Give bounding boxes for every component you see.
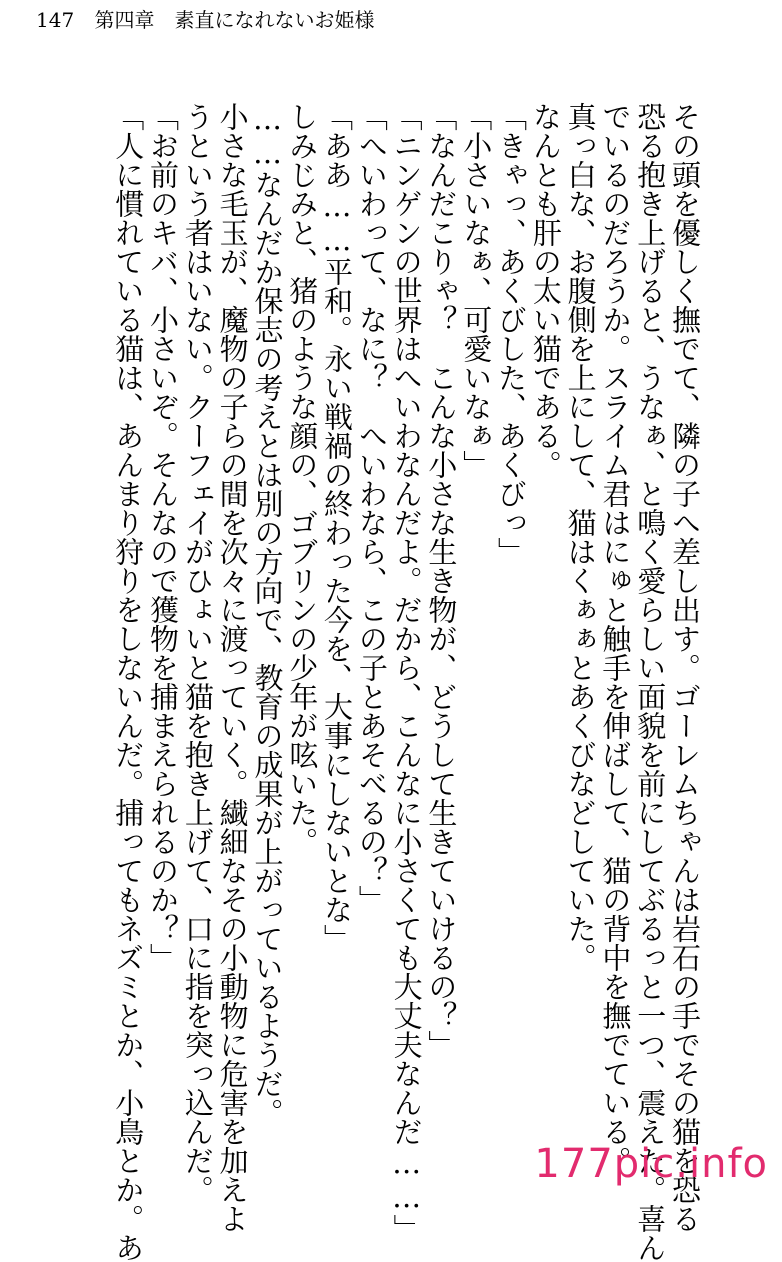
text-line: 真っ白な、お腹側を上にして、猫はくぁぁとあくびなどしていた。: [563, 102, 598, 972]
text-line: でいるのだろうか。スライム君はにゅと触手を伸ばして、猫の背中を撫でている。: [598, 102, 633, 1175]
text-line: 「へいわって、なに？ へいわなら、この子とあそべるの？」: [354, 102, 389, 914]
text-line: 「小さいなぁ、可愛いなぁ」: [459, 102, 494, 479]
text-line: 「きゃっ、あくびした、あくびっ」: [494, 102, 529, 566]
running-head: [36, 6, 375, 34]
text-line: その頭を優しく撫でて、隣の子へ差し出す。ゴーレムちゃんは岩石の手でその猫を恐る: [668, 102, 702, 1233]
text-line: 「なんだこりゃ？ こんな小さな生き物が、どうして生きていけるの？」: [424, 102, 459, 1059]
text-line: うという者はいない。クーフェイがひょいと猫を抱き上げて、口に指を突っ込んだ。: [180, 102, 215, 1204]
text-line: 「ああ……平和。永い戦禍の終わった今を、大事にしないとな」: [320, 102, 355, 953]
text-line: 小さな毛玉が、魔物の子らの間を次々に渡っていく。繊細なその小動物に危害を加えよ: [215, 102, 250, 1233]
page-number: 147: [36, 8, 75, 32]
text-line: なんとも肝の太い猫である。: [528, 102, 563, 479]
text-line: 「人に慣れている猫は、あんまり狩りをしないんだ。捕ってもネズミとか、小鳥とか。あ: [111, 102, 146, 1262]
chapter-title: 第四章 素直になれないお姫様: [94, 8, 375, 32]
text-line: 「お前のキバ、小さいぞ。そんなので獲物を捕まえられるのか？」: [146, 102, 181, 972]
watermark: 177pic.info: [534, 1141, 768, 1187]
text-line: しみじみと、猪のような顔の、ゴブリンの少年が呟いた。: [285, 102, 320, 856]
text-line: 恐る抱き上げると、うなぁ、と鳴く愛らしい面貌を前にしてぶるっと一つ、震えた。喜ん: [633, 102, 668, 1262]
text-line: 「ニンゲンの世界はへいわなんだよ。だから、こんなに小さくても大丈夫なんだ……」: [389, 102, 424, 1243]
text-line: ……なんだか保志の考えとは別の方向で、教育の成果が上がっているようだ。: [250, 102, 285, 1127]
